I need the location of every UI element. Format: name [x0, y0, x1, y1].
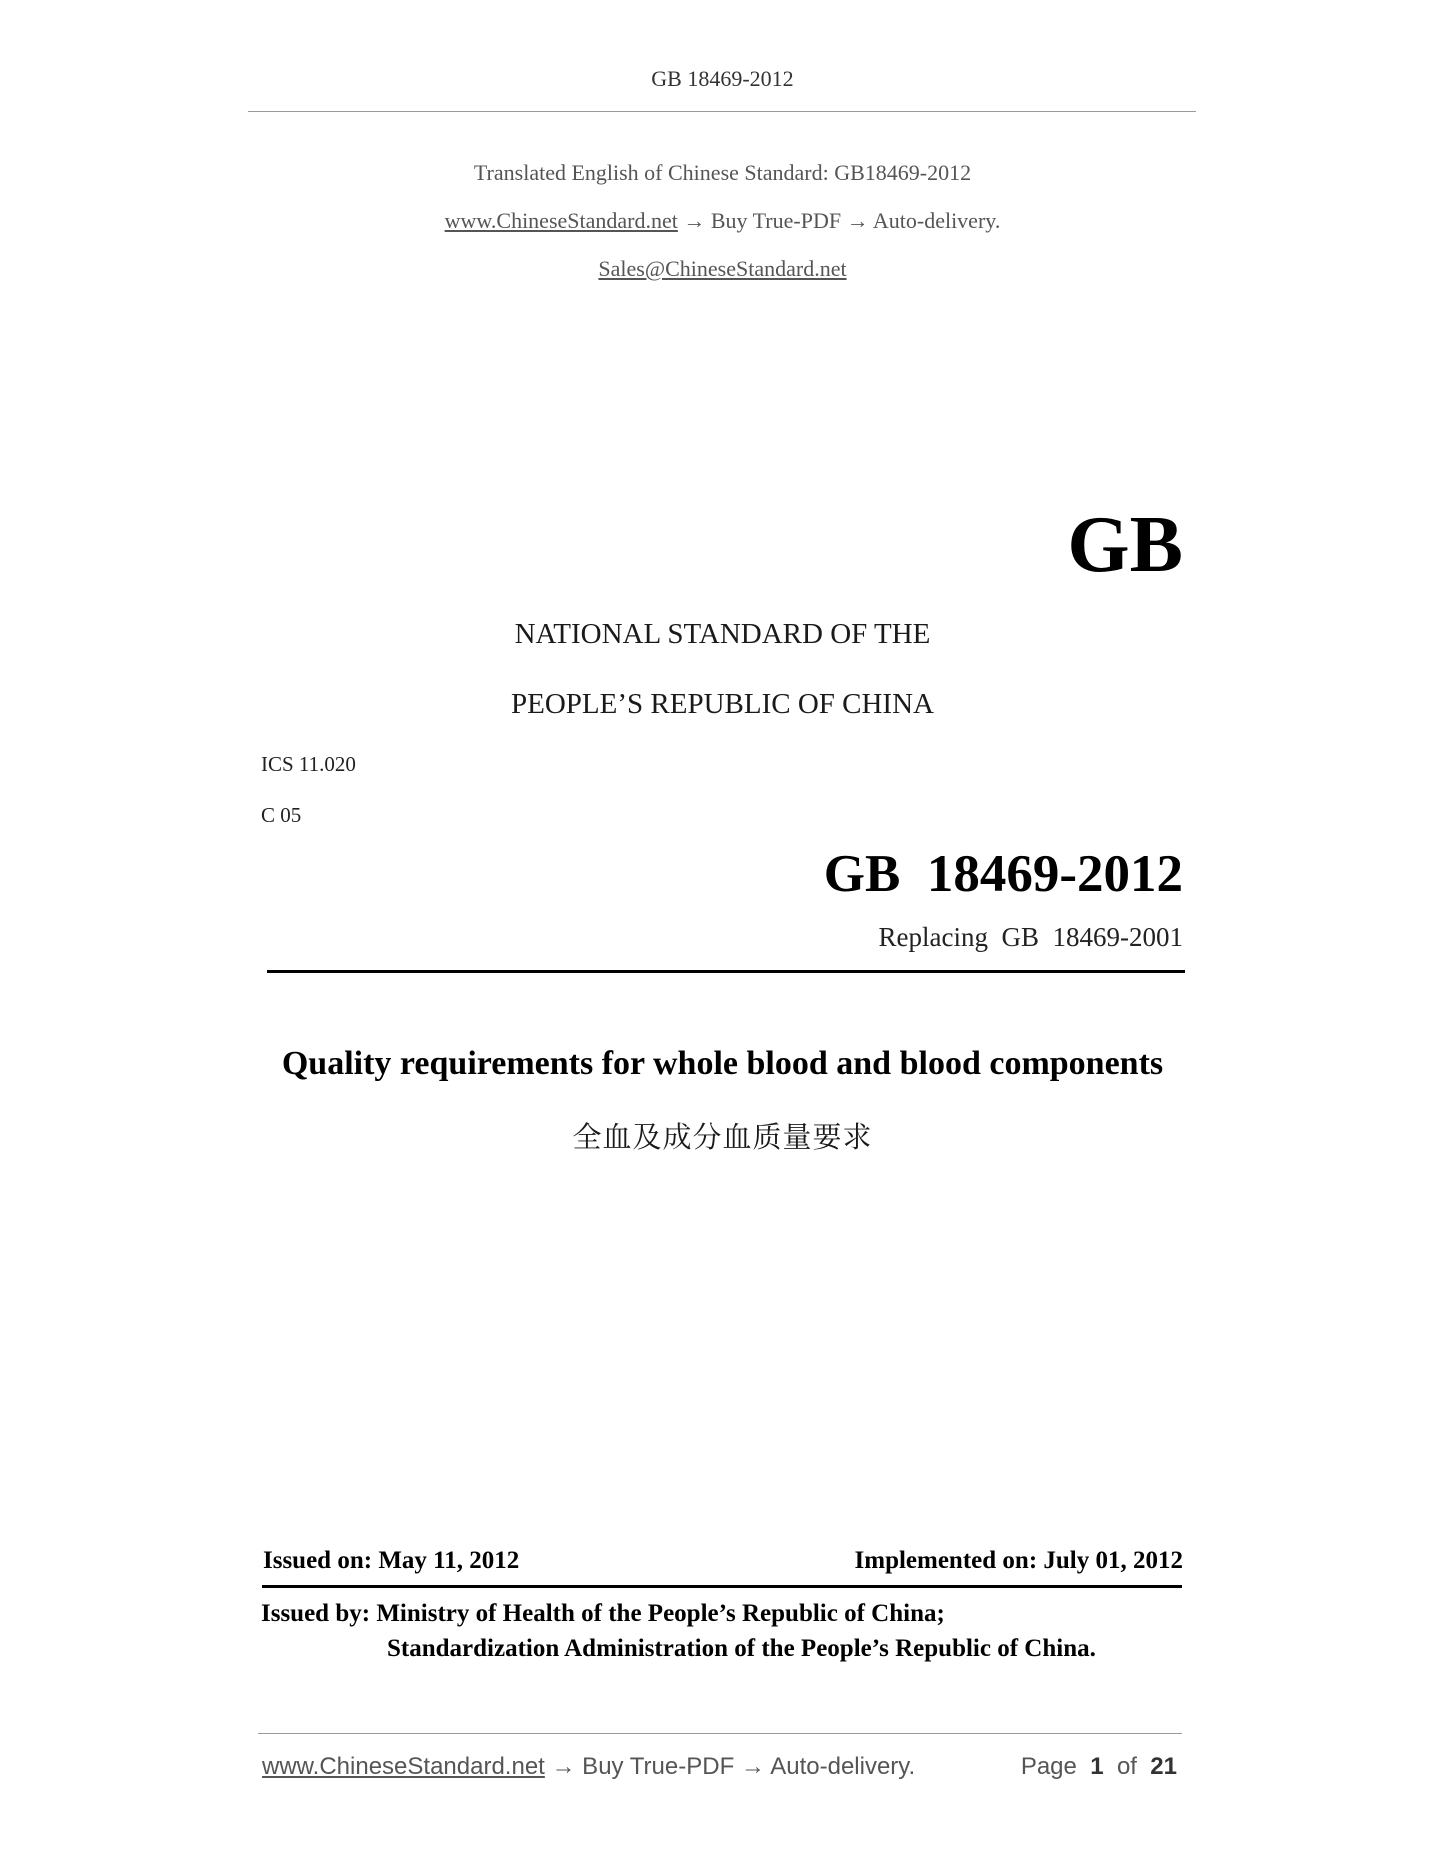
translated-line: Translated English of Chinese Standard: GB18469-2012 [473, 160, 972, 185]
issued-by-line-1: Issued by: Ministry of Health of the People’s Republic of China; [261, 1600, 945, 1627]
implemented-on-date: Implemented on: July 01, 2012 [854, 1547, 1183, 1574]
issued-on-date: Issued on: May 11, 2012 [263, 1547, 520, 1574]
standard-number: GB 18469-2012 [823, 845, 1183, 903]
ccs-code: C 05 [261, 803, 302, 827]
replacing-standard: Replacing GB 18469-2001 [878, 922, 1183, 952]
page-total: 21 [1150, 1753, 1177, 1780]
footer-divider [258, 1733, 1182, 1734]
sales-line [0, 256, 1445, 282]
of-label: of [1116, 1753, 1137, 1780]
page-label: Page [1020, 1753, 1077, 1780]
dates-divider [262, 1585, 1182, 1588]
national-standard-line-1: NATIONAL STANDARD OF THE [514, 618, 931, 650]
header-divider [248, 111, 1196, 112]
footer-buy-text: → Buy True-PDF → Auto-delivery. [551, 1753, 916, 1780]
document-title-en: Quality requirements for whole blood and blood components [281, 1045, 1164, 1082]
page-current: 1 [1090, 1753, 1104, 1780]
buy-text: → Buy True-PDF → Auto-delivery. [683, 208, 1001, 233]
issued-by-line-2: Standardization Administration of the People’s Republic of China. [387, 1635, 1096, 1662]
site-link[interactable]: www.ChineseStandard.net [444, 208, 678, 233]
promo-buy-line [0, 208, 1445, 234]
national-standard-line-2: PEOPLE’S REPUBLIC OF CHINA [511, 688, 934, 720]
gb-mark: GB [1067, 501, 1183, 589]
running-header: GB 18469-2012 [651, 66, 794, 91]
ics-code: ICS 11.020 [261, 752, 356, 776]
document-title-cn: 全血及成分血质量要求 [572, 1120, 873, 1154]
title-divider [267, 970, 1185, 973]
footer-site-link[interactable]: www.ChineseStandard.net [262, 1753, 545, 1780]
footer-buy-line [262, 1753, 915, 1781]
page-indicator [1021, 1753, 1177, 1781]
sales-email-link[interactable]: Sales@ChineseStandard.net [598, 256, 847, 281]
